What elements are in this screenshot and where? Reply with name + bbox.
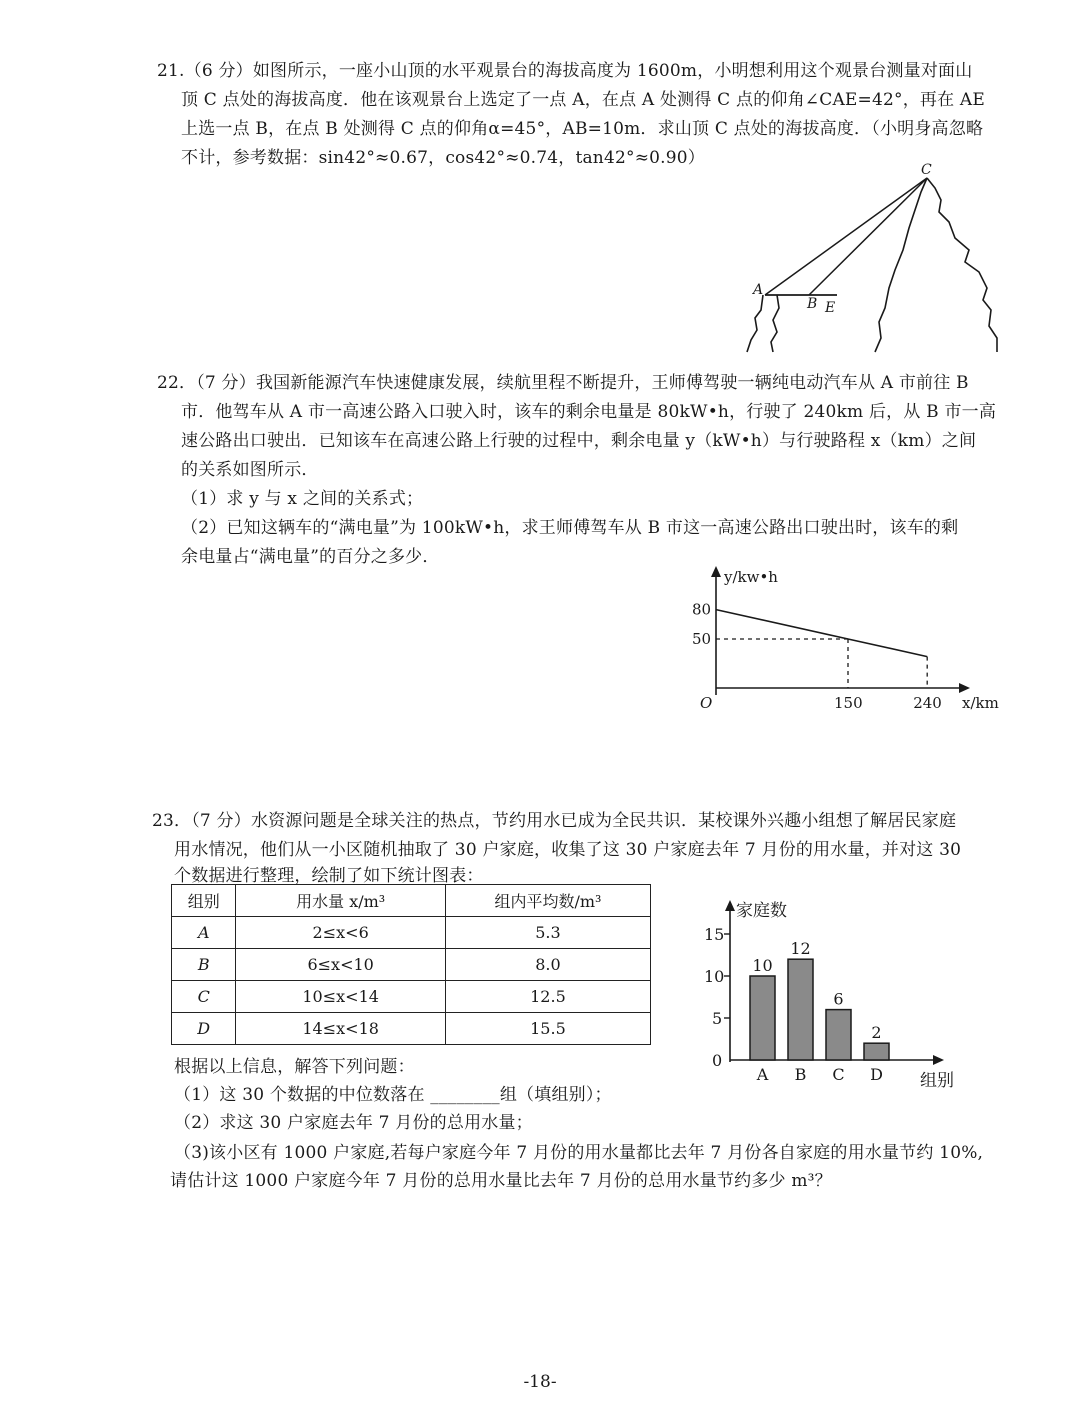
q23-bar-chart [700, 890, 1000, 1090]
table-row [172, 917, 651, 949]
table-cell: D [172, 1013, 236, 1045]
q22-line-4: 的关系如图所示． [181, 460, 319, 480]
table-cell: 6≤x<10 [236, 949, 445, 981]
q23-after-2: （1）这 30 个数据的中位数落在 ________组（填组别）； [174, 1085, 612, 1105]
x-axis-arrow [933, 1055, 944, 1065]
water-usage-table [171, 884, 651, 1045]
q23-after-4: （3)该小区有 1000 户家庭,若每户家庭今年 7 月份的用水量都比去年 7 月份各自家庭的用水量节约 10%, [174, 1143, 984, 1163]
label-a: A [753, 282, 764, 298]
y-axis-arrow [711, 566, 721, 577]
table-cell: 5.3 [445, 917, 650, 949]
table-cell: 12.5 [445, 981, 650, 1013]
category-label: A [756, 1065, 769, 1084]
table-row [172, 1013, 651, 1045]
y-tick-label: 10 [704, 967, 725, 986]
category-label: C [832, 1065, 845, 1084]
q22-line-1: 22．（7 分）我国新能源汽车快速健康发展，续航里程不断提升，王师傅驾驶一辆纯电动汽车从 A 市前往 B [157, 373, 969, 393]
sight-line-bc [809, 178, 927, 295]
q22-line-chart [680, 560, 1010, 720]
q23-line-1: 23．（7 分）水资源问题是全球关注的热点，节约用水已成为全民共识．某校课外兴趣小组想了解居民家庭 [152, 811, 957, 831]
sight-line-ac [765, 178, 927, 295]
left-hill-outline-2 [771, 295, 779, 352]
bar-B [788, 959, 813, 1060]
q21-line-2: 顶 C 点处的海拔高度．他在该观景台上选定了一点 A，在点 A 处测得 C 点的仰角∠CAE=42°，再在 AE [181, 90, 985, 110]
q21-line-3: 上选一点 B，在点 B 处测得 C 点的仰角α=45°，AB=10m．求山顶 C 点处的海拔高度．（小明身高忽略 [181, 119, 984, 139]
q22-line-6: （2）已知这辆车的“满电量”为 100kW•h，求王师傅驾车从 B 市这一高速公路出口驶出时，该车的剩 [181, 518, 959, 538]
x-axis-label: x/km [962, 694, 999, 712]
q23-line-3: 个数据进行整理，绘制了如下统计图表： [174, 866, 484, 886]
x-tick-label: 240 [913, 694, 942, 712]
table-cell: 10≤x<14 [236, 981, 445, 1013]
y-tick-label: 15 [704, 925, 725, 944]
category-label: D [870, 1065, 883, 1084]
q23-after-1: 根据以上信息，解答下列问题： [174, 1057, 415, 1077]
q22-line-5: （1）求 y 与 x 之间的关系式； [181, 489, 424, 509]
table-row [172, 949, 651, 981]
x-axis-label: 组别 [920, 1071, 954, 1090]
y-axis-label: 家庭数 [736, 901, 787, 921]
bar-C [826, 1010, 851, 1060]
label-c: C [921, 162, 932, 178]
page-number: -18- [523, 1372, 557, 1392]
table-header-cell: 组内平均数/m³ [445, 885, 650, 917]
x-tick-label: 150 [834, 694, 863, 712]
left-hill-outline [747, 295, 763, 352]
table-cell: C [172, 981, 236, 1013]
mountain-outline [927, 178, 997, 352]
y-axis-label: y/kw•h [724, 568, 778, 586]
origin-label: O [700, 694, 713, 712]
table-cell: 14≤x<18 [236, 1013, 445, 1045]
y-tick-label: 5 [712, 1009, 723, 1028]
table-cell: 15.5 [445, 1013, 650, 1045]
bar-value-label: 12 [790, 939, 811, 959]
q22-line-7: 余电量占“满电量”的百分之多少． [181, 547, 440, 567]
q21-line-1: 21.（6 分）如图所示，一座小山顶的水平观景台的海拔高度为 1600m，小明想利用这个观景台测量对面山 [157, 61, 973, 81]
label-b: B [807, 296, 818, 312]
q22-line-3: 速公路出口驶出．已知该车在高速公路上行驶的过程中，剩余电量 y（kW•h）与行驶路程 x（km）之间 [181, 431, 977, 451]
table-header-cell: 组别 [172, 885, 236, 917]
table-cell: 8.0 [445, 949, 650, 981]
series-line [716, 610, 927, 657]
bar-value-label: 10 [752, 956, 773, 975]
y-axis-arrow [725, 900, 735, 911]
category-label: B [794, 1065, 807, 1084]
y-tick-label: 0 [712, 1051, 723, 1070]
q22-line-2: 市．他驾车从 A 市一高速公路入口驶入时，该车的剩余电量是 80kW•h，行驶了 240km 后，从 B 市一高 [181, 402, 997, 422]
bar-A [750, 976, 775, 1060]
table-header-cell: 用水量 x/m³ [236, 885, 445, 917]
table-cell: A [172, 917, 236, 949]
label-e: E [825, 300, 836, 316]
table-cell: 2≤x<6 [236, 917, 445, 949]
table-row [172, 981, 651, 1013]
x-axis-arrow [959, 683, 970, 693]
q21-line-4: 不计，参考数据：sin42°≈0.67，cos42°≈0.74，tan42°≈0.90） [181, 148, 705, 168]
table-header-row [172, 885, 651, 917]
q21-mountain-figure [735, 160, 1025, 360]
bar-value-label: 6 [833, 989, 844, 1009]
q23-after-5: 请估计这 1000 户家庭今年 7 月份的总用水量比去年 7 月份的总用水量节约多少 m³？ [170, 1171, 832, 1191]
q23-line-2: 用水情况，他们从一小区随机抽取了 30 户家庭，收集了这 30 户家庭去年 7 月份的用水量，并对这 30 [174, 840, 962, 860]
table-cell: B [172, 949, 236, 981]
y-tick-label: 80 [692, 600, 712, 619]
bar-value-label: 2 [871, 1023, 882, 1043]
bar-D [864, 1043, 889, 1060]
q23-after-3: （2）求这 30 户家庭去年 7 月份的总用水量； [174, 1113, 533, 1133]
y-tick-label: 50 [692, 630, 712, 648]
